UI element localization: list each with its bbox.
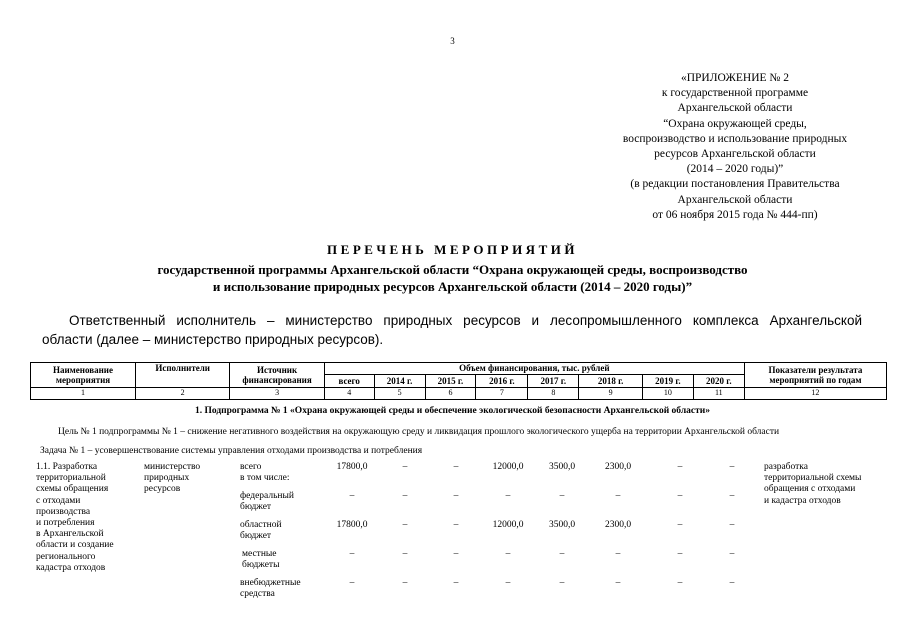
annex-line: к государственной программе: [661, 87, 809, 100]
responsible-line-1: Ответственный исполнитель – министерство природных ресурсов и лесопромышленного комплекса Архангельской: [69, 313, 862, 328]
funding-value: –: [402, 491, 408, 501]
funding-source: федеральный бюджет: [240, 491, 294, 513]
activity-name: 1.1. Разработка территориальной схемы обращения с отходами производства и потребления в Архангельской области и создание регионального кадастра отходов: [36, 462, 114, 573]
funding-value: –: [349, 491, 355, 501]
funding-value: 17800,0: [336, 520, 368, 530]
column-number: 9: [579, 388, 643, 400]
funding-value: 2300,0: [604, 462, 632, 472]
column-number: 5: [374, 388, 425, 400]
funding-value: –: [402, 520, 408, 530]
annex-line: «ПРИЛОЖЕНИЕ № 2: [680, 72, 789, 84]
funding-value: –: [453, 578, 459, 588]
annex-block: [590, 71, 880, 223]
header-year: 2016 г.: [476, 375, 528, 388]
funding-value: –: [677, 520, 683, 530]
column-number: 10: [642, 388, 693, 400]
funding-value: –: [729, 462, 735, 472]
header-year: 2020 г.: [693, 375, 744, 388]
funding-value: –: [677, 549, 683, 559]
activity-result: разработка территориальной схемы обращения с отходами и кадастра отходов: [764, 462, 862, 506]
funding-source: всего в том числе:: [240, 462, 290, 484]
annex-line: от 06 ноября 2015 года № 444-пп): [652, 208, 818, 221]
responsible-line-2: области (далее – министерство природных ресурсов).: [42, 332, 384, 347]
subtitle-line-1: государственной программы Архангельской области “Охрана окружающей среды, воспроизводство: [157, 262, 748, 277]
funding-value: –: [729, 491, 735, 501]
activity-executor: министерство природных ресурсов: [144, 462, 201, 495]
header-name: Наименование мероприятия: [31, 363, 136, 388]
annex-line: “Охрана окружающей среды,: [663, 117, 807, 130]
annex-line: Архангельской области: [677, 193, 793, 206]
funding-source: областной бюджет: [240, 520, 282, 542]
funding-value: –: [559, 491, 565, 501]
column-number: 2: [135, 388, 229, 400]
funding-value: 3500,0: [548, 462, 576, 472]
funding-value: –: [677, 462, 683, 472]
funding-value: –: [615, 549, 621, 559]
funding-value: –: [453, 549, 459, 559]
header-year: 2014 г.: [374, 375, 425, 388]
header-source: Источник финансирования: [230, 363, 324, 388]
funding-value: –: [349, 578, 355, 588]
responsible-executor: [42, 311, 862, 349]
header-year-total: всего: [324, 375, 374, 388]
funding-value: –: [402, 462, 408, 472]
subtitle-line-2: и использование природных ресурсов Архангельской области (2014 – 2020 годы)”: [212, 279, 693, 294]
funding-source: местные бюджеты: [242, 549, 280, 571]
column-number: 11: [693, 388, 744, 400]
column-number: 8: [528, 388, 579, 400]
document-title: ПЕРЕЧЕНЬ МЕРОПРИЯТИЙ: [327, 242, 578, 257]
funding-value: –: [453, 491, 459, 501]
funding-value: 2300,0: [604, 520, 632, 530]
funding-value: 12000,0: [492, 520, 524, 530]
funding-value: –: [453, 462, 459, 472]
document-subtitle: [0, 261, 905, 295]
column-number: 1: [31, 388, 136, 400]
funding-value: –: [677, 578, 683, 588]
funding-value: –: [402, 549, 408, 559]
header-year: 2019 г.: [642, 375, 693, 388]
funding-value: –: [559, 578, 565, 588]
funding-value: 3500,0: [548, 520, 576, 530]
subprogram-heading: 1. Подпрограмма № 1 «Охрана окружающей среды и обеспечение экологической безопасности Архангельской области»: [194, 406, 711, 416]
goal-text: Цель № 1 подпрограммы № 1 – снижение негативного воздействия на окружающую среду и ликвидация прошлого экологического ущерба на территории Архангельской области: [58, 427, 780, 437]
header-year: 2017 г.: [528, 375, 579, 388]
funding-value: –: [453, 520, 459, 530]
funding-value: –: [729, 578, 735, 588]
funding-value: –: [349, 549, 355, 559]
funding-value: 12000,0: [492, 462, 524, 472]
funding-value: –: [505, 549, 511, 559]
funding-value: –: [505, 491, 511, 501]
funding-value: –: [729, 549, 735, 559]
funding-value: –: [402, 578, 408, 588]
task-text: Задача № 1 – усовершенствование системы управления отходами производства и потребления: [40, 446, 423, 456]
page-number: 3: [450, 36, 455, 46]
annex-line: ресурсов Архангельской области: [654, 148, 816, 161]
annex-line: (в редакции постановления Правительства: [630, 178, 840, 191]
funding-value: –: [505, 578, 511, 588]
measures-table-header: [30, 362, 887, 400]
header-executor: Исполнители: [135, 363, 229, 388]
funding-value: 17800,0: [336, 462, 368, 472]
column-number: 4: [324, 388, 374, 400]
column-number: 12: [744, 388, 886, 400]
header-results: Показатели результата мероприятий по годам: [744, 363, 886, 388]
header-year: 2015 г.: [425, 375, 476, 388]
header-funding: Объем финансирования, тыс. рублей: [324, 363, 744, 375]
funding-value: –: [677, 491, 683, 501]
header-year: 2018 г.: [579, 375, 643, 388]
annex-line: воспроизводство и использование природных: [622, 132, 848, 145]
column-number: 7: [476, 388, 528, 400]
funding-value: –: [615, 491, 621, 501]
column-number: 6: [425, 388, 476, 400]
funding-value: –: [729, 520, 735, 530]
column-number: 3: [230, 388, 324, 400]
annex-line: (2014 – 2020 годы)”: [686, 163, 784, 176]
funding-source: внебюджетные средства: [240, 578, 301, 600]
funding-value: –: [559, 549, 565, 559]
funding-value: –: [615, 578, 621, 588]
annex-line: Архангельской области: [677, 102, 793, 115]
